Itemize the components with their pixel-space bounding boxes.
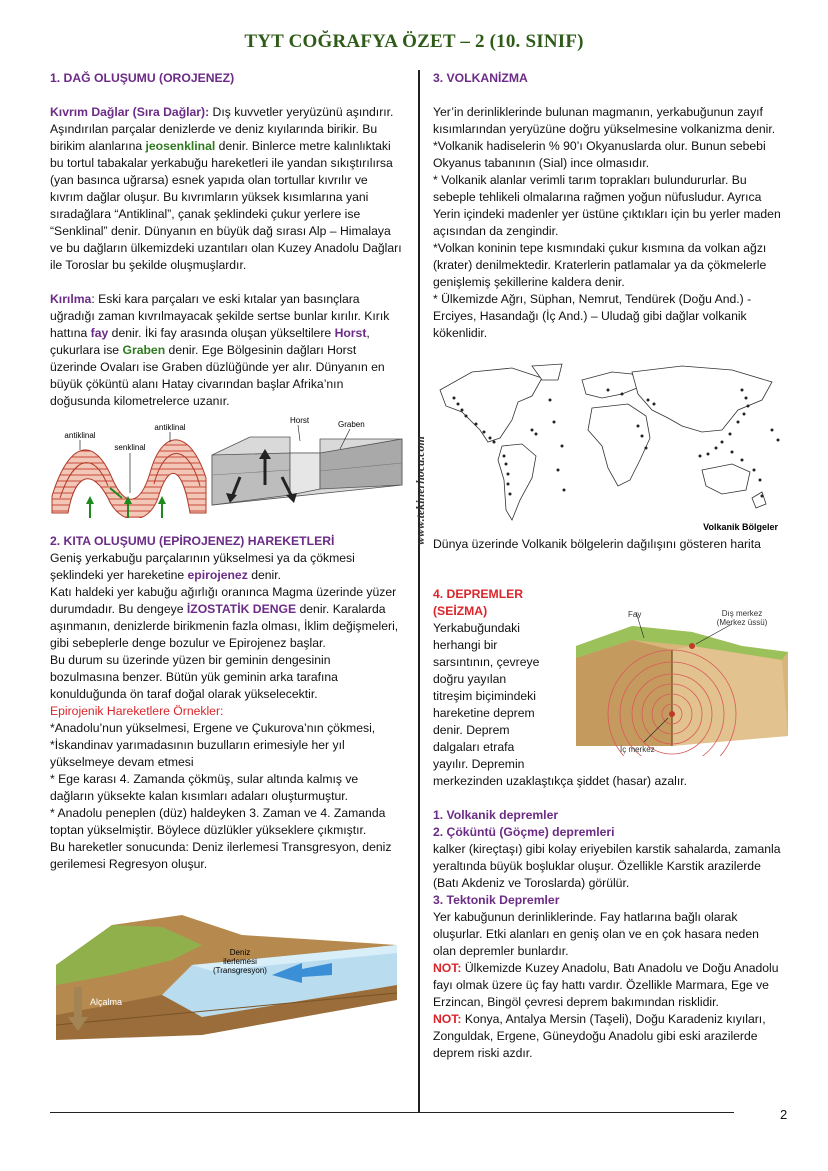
section-heading: 3. VOLKANİZMA [433, 71, 528, 85]
section-orojenez [50, 70, 402, 410]
label-ic-merkez: İç merkez [620, 745, 655, 754]
deprem-line: hareketine deprem [433, 706, 535, 720]
page-number: 2 [780, 1107, 788, 1122]
paragraph-kirilma [50, 291, 402, 410]
paragraph-izostatik [50, 584, 402, 652]
label-senklinal: senklinal [114, 443, 146, 452]
type-heading: 2. Çöküntü (Göçme) depremleri [433, 825, 615, 839]
paragraph: * Ülkemizde Ağrı, Süphan, Nemrut, Tendürek (Doğu And.) - Erciyes, Hasandağı (İç And.) – Uludağ gibi dağlar volkanik kökenlidir. [433, 292, 752, 340]
footer-rule [50, 1112, 734, 1113]
transgression-diagram [52, 905, 402, 1045]
paragraph: *Volkanik hadiselerin % 90’ı Okyanuslarda olur. Bunun sebebi Okyanus tabanının (Sial) ince olmasıdır. [433, 139, 766, 170]
label-dis-merkez: Dış merkez [721, 609, 763, 618]
note-label: NOT: [433, 961, 462, 975]
note-2 [433, 1011, 785, 1062]
volcanic-regions-map [432, 360, 784, 535]
term: İZOSTATİK DENGE [186, 602, 297, 616]
section-subheading: (SEİZMA) [433, 604, 488, 618]
deprem-line: merkezinden uzaklaştıkça şiddet (hasar) azalır. [433, 774, 688, 788]
deprem-line: doğru yayılan [433, 672, 507, 686]
label-fay: Fay [628, 610, 642, 619]
text: denir. Karalarda aşınmanın, denizlerde birikmenin fazla olması, İklim değişmeleri, gibi sebeplerle denge bozulur ve Epirojenez başlar. [50, 602, 399, 650]
fold-diagram [50, 418, 208, 518]
paragraph-epirojenez-def [50, 550, 402, 584]
label-antiklinal: antiklinal [64, 431, 96, 440]
text: Konya, Antalya Mersin (Taşeli), Doğu Karadeniz kıyıları, Zonguldak, Ergene, Güneydoğu Anadolu gibi eski arazilerde deprem riski azdır. [433, 1012, 766, 1060]
deprem-line: yayılır. Depremin [433, 757, 525, 771]
section-epirojenez [50, 533, 402, 873]
deprem-line: herhangi bir [433, 638, 498, 652]
asia [632, 366, 772, 432]
label-deniz: Deniz [229, 948, 251, 957]
new-zealand [752, 492, 766, 508]
deprem-line: sarsıntının, çevreye [433, 655, 540, 669]
north-america [440, 368, 542, 442]
label-ilerlemesi: ilerlemesi [223, 957, 257, 966]
term: fay [90, 326, 109, 340]
text: denir. Ege Bölgesinin dağları Horst üzerinde Ovaları ise Graben düzlüğünde yer alır. Dünyanın en büyük çöküntü alanı Hatay civarından başlar Afrika’nın doğusunda kilometrelerce uzanır. [50, 343, 385, 408]
section-heading: 2. KITA OLUŞUMU (EPİROJENEZ) HAREKETLERİ [50, 534, 335, 548]
text: Geniş yerkabuğu parçalarının yükselmesi ya da çökmesi şeklindeki yer hareketine [50, 551, 355, 582]
term: jeosenklinal [145, 139, 216, 153]
australia [702, 464, 750, 494]
section-heading: 1. DAĞ OLUŞUMU (OROJENEZ) [50, 71, 235, 85]
paragraph: Yer’in derinliklerinde bulunan magmanın, yerkabuğunun zayıf kısımlarından yeryüzüne doğru yükselmesine volkanizma denir. [433, 105, 776, 136]
section-depremler [433, 586, 785, 1062]
text: Katı haldeki yer kabuğu ağırlığı oranınca Magma üzerinde yüzer durumdadır. Bu dengeye [50, 585, 397, 616]
term: epirojenez [187, 568, 248, 582]
watermark [402, 380, 432, 550]
note-label: NOT: [433, 1012, 462, 1026]
label-transgresyon: (Transgresyon) [213, 966, 267, 975]
paragraph-gemi: Bu durum su üzerinde yüzen bir geminin dengesinin bozulmasına benzer. Bütün yük geminin arka tarafına konulduğunda ön taraf doğal olarak yükselecektir. [50, 653, 338, 701]
example-item: *İskandinav yarımadasının buzulların erimesiyle her yıl yükselmeye devam etmesi [50, 738, 345, 769]
example-item: *Anadolu’nun yükselmesi, Ergene ve Çukurova’nın çökmesi, [50, 721, 376, 735]
text: denir. [247, 568, 282, 582]
label-alcalma: Alçalma [90, 997, 123, 1007]
caption-text: Dünya üzerinde Volkanik bölgelerin dağılışını gösteren harita [433, 537, 761, 551]
horst-graben-diagram [210, 415, 405, 515]
deprem-line: Yerkabuğundaki [433, 621, 520, 635]
section-heading: 4. DEPREMLER [433, 587, 524, 601]
paragraph: *Volkan koninin tepe kısmındaki çukur kısmına da volkan ağzı (krater) denilmektedir. Kraterlerin patlamalar ya da çökmelerle genişlemiş şekillerine kaldera denir. [433, 241, 767, 289]
text: : Eski kara parçaları ve eski kıtalar yan basınçlara uğradığı zaman kıvrılmayacak şekilde sertse bunlar kırılır. Kırık hattına [50, 292, 390, 340]
deprem-line: dalgaları etrafa [433, 740, 515, 754]
term: Kıvrım Dağlar (Sıra Dağlar): [50, 105, 210, 119]
page-title: TYT COĞRAFYA ÖZET – 2 (10. SINIF) [244, 31, 584, 52]
label-horst: Horst [290, 416, 310, 425]
example-item: * Ege karası 4. Zamanda çökmüş, sular altında kalmış ve dağların yüksekte kalan kısımları adaları oluşturmuştur. [50, 772, 359, 803]
type-heading: 1. Volkanik depremler [433, 808, 559, 822]
africa [588, 404, 650, 486]
paragraph: kalker (kireçtaşı) gibi kolay eriyebilen karstik sahalarda, zamanla yeraltında büyük boşluklar oluşur. Özellikle Karstik arazilerde (Batı Akdeniz ve Toroslarda) görülür. [433, 842, 781, 890]
text: Ülkemizde Kuzey Anadolu, Batı Anadolu ve Doğu Anadolu fayı olmak üzere üç fay hattı vardır. Özellikle Marmara, Ege ve Erzincan, Bingöl çevresi deprem bakımından risklidir. [433, 961, 779, 1009]
paragraph: * Volkanik alanlar verimli tarım toprakları bulundururlar. Bu sebeple tehlikeli olmalarına rağmen yoğun nüfusludur. Ayrıca Yerin içindeki madenler yer üstüne çıktıkları için bu yerler maden açısından da zengindir. [433, 173, 781, 238]
watermark-text: www.tekinerhoca.com [413, 436, 427, 545]
label-antiklinal-2: antiklinal [154, 423, 186, 432]
type-heading: 3. Tektonik Depremler [433, 893, 560, 907]
examples-heading: Epirojenik Hareketlere Örnekler: [50, 704, 224, 718]
paragraph: Yer kabuğunun derinliklerinde. Fay hatlarına bağlı olarak oluşurlar. Etki alanları en geniş olan ve en çok hasara neden olan depremler bunlardır. [433, 910, 759, 958]
example-item: Bu hareketler sonucunda: Deniz ilerlemesi Transgresyon, deniz gerilemesi Regresyon oluşur. [50, 840, 392, 871]
map-legend-label: Volkanik Bölgeler [703, 522, 778, 532]
text: denir. İki fay arasında oluşan yükseltilere [108, 326, 335, 340]
column-divider [418, 70, 420, 1112]
label-graben: Graben [338, 420, 365, 429]
term: Kırılma [50, 292, 92, 306]
term: Graben [122, 343, 166, 357]
deprem-line: denir. Deprem [433, 723, 510, 737]
note-1 [433, 960, 785, 1011]
text: Dış kuvvetler yeryüzünü aşındırır. Aşındırılan parçalar denizlerde ve deniz kıyılarında birikir. Bu birikim alanlarına [50, 105, 394, 153]
text: , çukurlara ise [50, 326, 370, 357]
example-item: * Anadolu peneplen (düz) haldeyken 3. Zaman ve 4. Zamanda toptan yükselmiştir. Böylece düzlükler yükseklere çıkmıştır. [50, 806, 386, 837]
deprem-line: titreşim biçimindeki [433, 689, 536, 703]
section-volkanizma [433, 70, 785, 342]
text: denir. Binlerce metre kalınlıktaki bu tortul tabakalar yerkabuğu hareketleri ile yandan sıkıştırılırsa (yan basınca uğrarsa) esnek yapıda olan tortullar kıvrılır ve kıvrım dağlar oluşur. Bu kıvrımların yüksek kısımlarına yani sıradağlara “Antiklinal”, çanak şeklindeki çukur yerlere ise “Senklinal” denir. Dünyanın en büyük dağ sırası Alp – Himalaya ve bu dağların ülkemizdeki uzantıları olan Kuzey Anadolu Dağları ile Toroslar bu şekilde oluşmuşlardır. [50, 139, 402, 272]
term: Horst [334, 326, 367, 340]
paragraph-kivrim [50, 104, 402, 274]
label-merkez-ussu: (Merkez üssü) [716, 618, 768, 627]
map-caption [433, 536, 785, 553]
